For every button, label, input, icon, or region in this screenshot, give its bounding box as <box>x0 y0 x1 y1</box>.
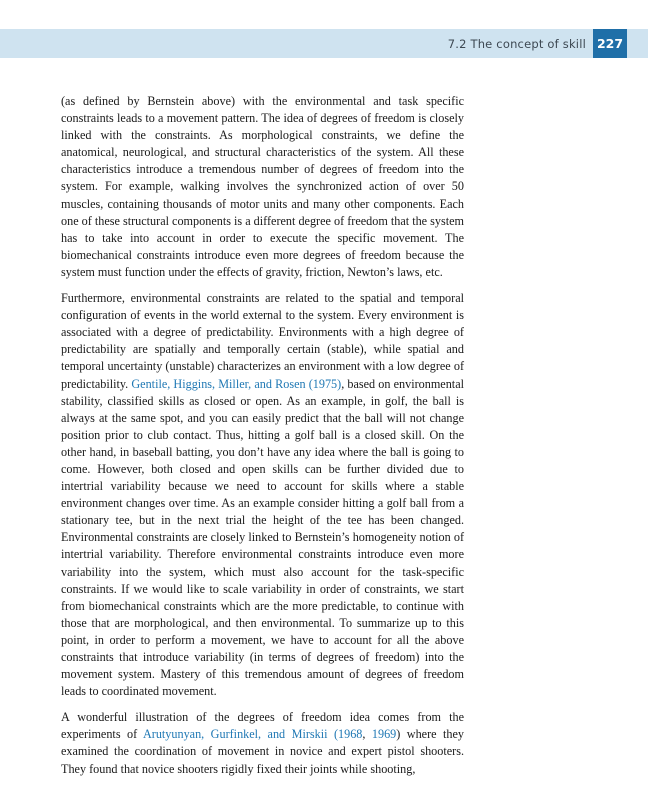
running-header-title: 7.2 The concept of skill <box>447 37 586 51</box>
paragraph-3-text-before: A wonderful illustration of the degrees of freedom idea comes from the experiments of <box>61 710 464 742</box>
citation-close-paren: ) <box>396 727 401 742</box>
paragraph-2-text-before: Furthermore, environmental constraints are related to the spatial and temporal configuration of events in the world external to the system. Every environment is associated with a degree of predictability. Environments with a high degree of predictability are spatially and temporally certain (stable), while spatial and temporal uncertainty (unstable) characterizes an environment with a low degree of predictability. <box>61 291 464 391</box>
citation-link-1969[interactable]: 1969 <box>371 727 397 742</box>
page-number: 227 <box>593 29 627 58</box>
citation-link-arutyunyan-1968[interactable]: Arutyunyan, Gurfinkel, and Mirskii (1968 <box>142 727 363 742</box>
paragraph-1: (as defined by Bernstein above) with the environmental and task specific constraints leads to a movement pattern. The idea of degrees of freedom is closely linked with the constraints. As morphological constraints, we define the anatomical, neurological, and structural characteristics of the system. All these characteristics introduce a tremendous number of degrees of freedom into the system. For example, walking involves the synchronized action of over 50 muscles, containing thousands of motor units and many other components. Each one of these structural components is a different degree of freedom that the system has to take into account in order to execute the specific movement. The biomechanical constraints introduce even more degrees of freedom because the system must function under the effects of gravity, friction, Newton’s laws, etc. <box>61 94 464 279</box>
citation-separator: , <box>362 727 372 742</box>
body-text <box>61 93 464 787</box>
paragraph-3-text-after: where they examined the coordination of movement in novice and expert pistol shooters. They found that novice shooters rigidly fixed their joints while shooting, <box>61 727 464 776</box>
citation-link-gentile-1975[interactable]: Gentile, Higgins, Miller, and Rosen (1975) <box>131 376 342 391</box>
paragraph-2 <box>61 290 464 700</box>
paragraph-2-text-after: , based on environmental stability, classified skills as closed or open. As an example, in golf, the ball is always at the same spot, and you can easily predict that the ball will not change position prior to club contact. Thus, hitting a golf ball is a closed skill. On the other hand, in baseball batting, you don’t have any idea where the ball is going to come. However, both closed and open skills can be further divided due to intertrial variability because we need to account for skills where a stable environment changes over time. As an example consider hitting a golf ball from a stationary tee, but in the next trial the height of the tee has been changed. Environmental constraints are closely linked to Bernstein’s homogeneity notion of intertrial variability. Therefore environmental constraints introduce even more variability into the system, which must also account for the task-specific constraints. If we would like to scale variability in order of constraints, we start from biomechanical constraints which are the more predictable, to continue with those that are morphological, and then environmental. To summarize up to this point, in order to perform a movement, we have to account for all the above constraints that introduce variability (in terms of degrees of freedom) into the movement system. Mastery of this tremendous amount of degrees of freedom leads to coordinated movement. <box>61 376 464 699</box>
paragraph-3 <box>61 709 464 777</box>
